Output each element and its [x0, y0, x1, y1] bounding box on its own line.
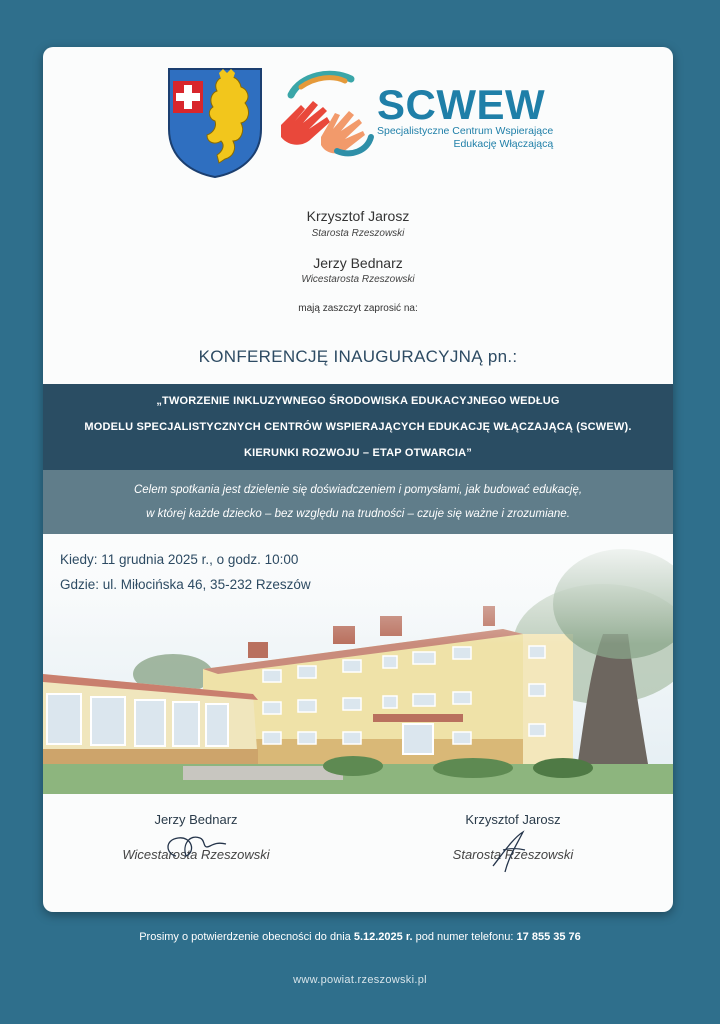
invitation-card — [43, 47, 673, 912]
host-name-1: Krzysztof Jarosz — [306, 208, 410, 224]
purpose-band — [43, 470, 673, 534]
signature-name-left: Jerzy Bednarz — [154, 812, 238, 827]
rsvp-line — [0, 931, 720, 943]
signature-role-left: Wicestarosta Rzeszowski — [122, 847, 270, 862]
conference-title-line-1: „TWORZENIE INKLUZYWNEGO ŚRODOWISKA EDUKACYJNEGO WEDŁUG — [156, 395, 560, 407]
scwew-logo-subtitle-2: Edukację Włączającą — [453, 138, 554, 150]
coat-of-arms-icon — [167, 67, 263, 179]
event-location: Gdzie: ul. Miłocińska 46, 35-232 Rzeszów — [60, 577, 311, 592]
signature-role-right: Starosta Rzeszowski — [452, 847, 574, 862]
scwew-logo-title: SCWEW — [377, 81, 546, 128]
rsvp-middle: pod numer telefonu: — [415, 931, 514, 943]
conference-title-band — [43, 384, 673, 470]
host-role-2: Wicestarosta Rzeszowski — [301, 274, 415, 285]
scwew-hands-icon — [271, 65, 376, 165]
conference-heading: KONFERENCJĘ INAUGURACYJNĄ pn.: — [198, 347, 518, 366]
purpose-line-1: Celem spotkania jest dzielenie się doświadczeniem i pomysłami, jak budować edukację, — [133, 484, 583, 496]
signature-right-icon — [483, 826, 543, 876]
invite-text: mają zaszczyt zaprosić na: — [298, 303, 418, 314]
scwew-logo — [377, 81, 554, 151]
rsvp-date: 5.12.2025 r. — [353, 931, 413, 943]
host-name-2: Jerzy Bednarz — [313, 255, 403, 271]
event-date: Kiedy: 11 grudnia 2025 r., o godz. 10:00 — [60, 552, 299, 567]
host-role-1: Starosta Rzeszowski — [311, 228, 405, 239]
rsvp-prefix: Prosimy o potwierdzenie obecności do dnia — [139, 931, 351, 943]
purpose-line-2: w której każde dziecko – bez względu na trudności – czuje się ważne i zrozumiane. — [146, 508, 570, 520]
signature-name-right: Krzysztof Jarosz — [465, 812, 561, 827]
signature-block-right — [413, 812, 613, 862]
website-link[interactable]: www.powiat.rzeszowski.pl — [293, 974, 427, 986]
signature-block-left — [96, 812, 296, 862]
conference-title-line-2: MODELU SPECJALISTYCZNYCH CENTRÓW WSPIERAJĄCYCH EDUKACJĘ WŁĄCZAJĄCĄ (SCWEW). — [84, 421, 632, 433]
signature-left-icon — [156, 826, 236, 866]
scwew-logo-subtitle-1: Specjalistyczne Centrum Wspierające — [377, 125, 554, 137]
conference-title-line-3: KIERUNKI ROZWOJU – ETAP OTWARCIA” — [243, 447, 473, 459]
school-building-photo — [43, 534, 673, 794]
rsvp-phone: 17 855 35 76 — [516, 931, 581, 943]
